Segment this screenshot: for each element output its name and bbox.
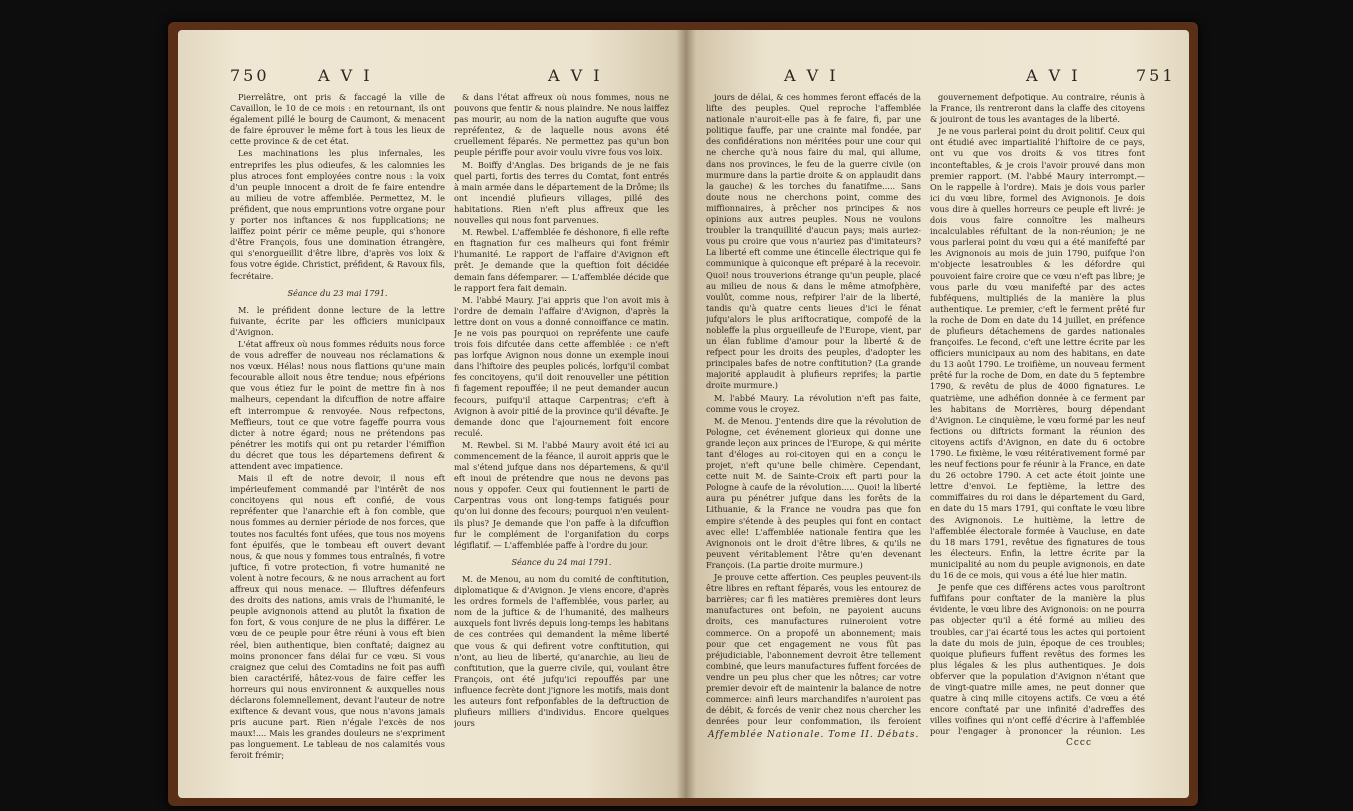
right-column-2 bbox=[930, 92, 1145, 738]
page-footer: Affemblée Nationale. Tome II. Débats. bbox=[708, 730, 920, 740]
book bbox=[168, 22, 1198, 806]
left-column-2 bbox=[454, 92, 669, 792]
paragraph: M. Rewbel. L'affemblée fe déshonore, fi elle refte en ftagnation fur ces malheurs qui font frémir l'humanité. Le rapport de l'affaire d'Avignon eft prêt. Je demande que la queftion foit décidée demain fans défemparer. — L'affemblée décide que le rapport fera fait demain. bbox=[454, 227, 669, 293]
paragraph: Séance du 23 mai 1791. bbox=[287, 287, 388, 298]
paragraph: M. le préfident donne lecture de la lettre fuivante, écrite par les officiers municipaux d'Avignon. bbox=[230, 304, 445, 337]
paragraph: Je penfe que ces différens actes vous paroîtront fuffifans pour conftater de la manière la plus évidente, le vœu libre des Avignonois: on ne pourra pas objecter qu'il a été formé au milieu des troubles, car j'ai écarté tous les actes qui portoient la date du mois de juin, époque de ces troubles; quoique plufieurs fuffent revêtus des formes les plus légales & les plus authentiques. Je dois obferver que la population d'Avignon n'étant que de vingt-quatre mille ames, ne peut donner que quatre à cinq mille citoyens actifs. Ce vœu a été encore conftaté par une infinité d'adreffes des villes voifines qui n'ont ceffé d'écrire à l'affemblée pour l'engager à prononcer la réunion. Les bbox=[930, 582, 1145, 737]
running-head-left-a: A V I bbox=[318, 66, 373, 85]
right-page bbox=[686, 30, 1189, 798]
running-head-right-a: A V I bbox=[784, 66, 839, 85]
left-column-1 bbox=[230, 92, 445, 792]
signature-mark: Cccc bbox=[1066, 738, 1093, 748]
paragraph: Les machinations les plus infernales, les entreprifes les plus odieufes, & les calomnies les plus atroces font employées contre nous : la voix d'un peuple innocent a droit de fe faire entendre au milieu de votre affemblée. Permettez, M. le préfident, que nous empruntions votre organe pour y porter nos inftances & nos fupplications; ne laiffez point périr ce même peuple, qui s'honore d'être François, fous une domination étrangère, qui s'enorgueillit d'être libre, d'après vos loix & fous votre égide. Christict, préfident, & Ravoux fils, fecrétaire. bbox=[230, 148, 445, 281]
paragraph: Pierrelâtre, ont pris & faccagé la ville de Cavaillon, le 10 de ce mois : en retournant, ils ont également pillé le bourg de Caumont, & menacent de faire éprouver le même fort à tous les lieux de cette province & de cet état. bbox=[230, 92, 445, 147]
paragraph: M. de Menou, au nom du comité de conftitution, diplomatique & d'Avignon. Je viens encore, d'après les ordres formels de l'affemblée, vous parler, au nom de la juftice & de l'humanité, des malheurs auxquels font livrés depuis long-temps les habitans de ces contrées qui demandent la même liberté que vous & qui defirent votre conftitution, qui n'ont, au lieu de liberté, qu'anarchie, au lieu de conftitution, que la guerre civile, qui, voulant être François, ont été jufqu'ici repouffés par une influence fecrète dont j'ignore les motifs, mais dont les auteurs font refponfables de la deftruction de plufieurs milliers d'individus. Encore quelques jours bbox=[454, 573, 669, 729]
page-number-right: 751 bbox=[1136, 66, 1176, 85]
right-column-1 bbox=[706, 92, 921, 728]
paragraph: M. l'abbé Maury. J'ai appris que l'on avoit mis à l'ordre de demain l'affaire d'Avignon, d'après la lettre dont on vous a donné connoiffance ce matin. Je ne vois pas pourquoi on repréfente une caufe trois fois difcutée dans cette affemblée : ce n'eft pas lorfque Avignon nous donne un exemple inoui dans l'hiftoire des peuples policés, lorfqu'il combat fes concitoyens, qu'il doit renouveller une pétition fi fagement repouffée; il ne peut demander aucun fecours, puifqu'il attaque Carpentras; c'eft à Avignon à avoir pitié de la province qu'il dévafte. Je demande donc que l'ajournement foit encore reculé. bbox=[454, 294, 669, 438]
running-head-right-b: A V I bbox=[1026, 66, 1081, 85]
paragraph: L'état affreux où nous fommes réduits nous force de vous adreffer de nouveau nos réclamations & nos vœux. Hélas! nous nous flattions qu'une main fecourable alloit nous être tendue; nous efpérions que vous étiez fur le point de mettre fin à nos malheurs, cependant la difcuffion de notre affaire eft interrompue & renvoyée. Nous refpectons, Meffieurs, tout ce que votre fageffe pourra vous dicter à notre égard; nous ne prétendons pas pénétrer les motifs qui ont pu retarder l'émiffion du décret que tous les départemens defirent & attendent avec impatience. bbox=[230, 338, 445, 471]
paragraph: Mais il eft de notre devoir, il nous eft impérieufement commandé par l'intérêt de nos concitoyens qui nous eft confié, de vous repréfenter que l'anarchie eft à fon comble, que nous fommes au dernier période de nos forces, que toutes nos facultés font ufées, que tous nos moyens font épuifés, que le tombeau eft ouvert devant nous, & que nous y fommes tous entraînés, fi votre juftice, fi votre protection, fi votre humanité ne volent à notre fecours, & ne nous arrachent au fort affreux qui nous menace. — Illuftres défenfeurs des droits des nations, amis vrais de l'humanité, le peuple avignonois attend au plutôt la fixation de fon fort, & vous conjure de ne plus la différer. Le vœu de ce peuple pour être réuni à vous eft bien réel, bien authentique, bien conftaté; daignez au moins prononcer fans délai fur ce vœu. Si vous craignez que celui des Comtadins ne foit pas auffi bien caractérifé, hâtez-vous de faire ceffer les horreurs qui nous environnent & auxquelles nous déclarons folemnellement, devant l'auteur de notre exiftence & devant vous, que nous n'avons jamais pris aucune part. Rien n'égale l'excès de nos maux!.... Mais les grandes douleurs ne s'expriment pas longuement. Le tableau de nos calamités vous feroit frémir; bbox=[230, 473, 445, 761]
paragraph: M. Rewbel. Si M. l'abbé Maury avoit été ici au commencement de la féance, il auroit appris que le mal s'étend jufque dans nos départemens, & qu'il eft inoui de prétendre que nous ne devons pas nous y oppofer. Ceux qui foutiennent le parti de Carpentras vous ont long-temps fatigués pour qu'on lui donne des fecours; pourquoi n'en veulent-ils plus? Je demande que l'on paffe à la difcuffion fur le complément de l'organifation du corps légiflatif. — L'affemblée paffe à l'ordre du jour. bbox=[454, 439, 669, 550]
paragraph: & dans l'état affreux où nous fommes, nous ne pouvons que fentir & nous plaindre. Ne nous laiffez pas mourir, au nom de la nation augufte que vous repréfentez, & de laquelle nous avons été cruellement féparés. Ne permettez pas qu'un bon peuple périffe pour avoir voulu vivre fous vos loix. bbox=[454, 92, 669, 158]
page-number-left: 750 bbox=[230, 66, 270, 85]
paragraph: Je prouve cette affertion. Ces peuples peuvent-ils être libres en reftant féparés, vous les entourez de barrières; car fi les matières premières dont leurs manufactures ont befoin, ne payoient aucuns droits, ces manufactures ruineroient votre commerce. On a propofé un abonnement; mais pour que cet engagement ne vous fût pas préjudiciable, l'abonnement devroit être tellement combiné, que leurs manufactures fuffent forcées de vendre un peu plus cher que les nôtres; car votre premier devoir eft de maintenir la balance de notre commerce: ainfi leurs marchandifes n'auroient pas de débit, & forcés de venir chez nous chercher les denrées pour leur confommation, ils feroient bbox=[706, 572, 921, 727]
left-page bbox=[178, 30, 686, 798]
running-head-left-b: A V I bbox=[548, 66, 603, 85]
paragraph: M. de Menou. J'entends dire que la révolution de Pologne, cet événement glorieux qui donne une grande leçon aux princes de l'Europe, & qui mérite tant d'éloges au roi-citoyen qui en a conçu le projet, n'eft qu'une belle chimère. Cependant, cette nuit M. de Sainte-Croix eft parti pour la Pologne à caufe de la révolution..... Quoi! la liberté aura pu pénétrer jufque dans les forêts de la Lithuanie, & la France ne voudra pas que fon empire s'étende à des peuples qui font en contact avec elle! L'affemblée nationale fentira que les Avignonois ont le droit d'être libres, & qu'ils ne peuvent véritablement l'être qu'en devenant François. (La partie droite murmure.) bbox=[706, 415, 921, 570]
paragraph: Je ne vous parlerai point du droit politif. Ceux qui ont étudié avec impartialité l'hiftoire de ce pays, ont vu que vos droits & vos titres font inconteftables, & je crois l'avoir prouvé dans mon premier rapport. (M. l'abbé Maury interrompt.— On le rappelle à l'ordre). Mais je dois vous parler ici du vœu libre, formel des Avignonois. Je dois vous dire à quelles horreurs ce peuple eft livré: je dois vous faire connoître les malheurs incalculables réfultant de la non-réunion; je ne vous parlerai point du vœu qui a été manifefté par les Avignonois au mois de juin 1790, puifque l'on m'objecte lesatroubles & les défordre qui pouvoient faire croire que ce vœu n'eft pas libre; je vous parle du vœu manifefté par des actes fubféquens, multipliés de la manière la plus authentique. Le premier, c'eft le ferment prêté fur la roche de Dom en date du 14 juillet, en préfence de plufieurs détachemens de gardes nationales françoifes. Le fecond, c'eft une lettre écrite par les officiers municipaux au nom des habitans, en date du 13 août 1790. Le troifième, un nouveau ferment prêté fur la roche de Dom, en date du 5 feptembre 1790, & revêtu de plus de 4000 fignatures. Le quatrième, une adhéfion donnée à ce ferment par les habitans de Morrières, bourg dépendant d'Avignon. Le cinquième, le vœu formé par les neuf fections ou diftricts formant la réunion des citoyens actifs d'Avignon, en date du 6 octobre 1790. Le fixième, le vœu réitérativement formé par les neuf fections pour fe réunir à la France, en date du 26 octobre 1790. A cet acte étoit jointe une lettre d'envoi. Le feptième, la lettre des commiffaires du roi dans le département du Gard, en date du 15 mars 1791, qui conftate le vœu libre des Avignonois. Le huitième, la lettre de l'affemblée électorale formée à Vaucluse, en date du 18 mars 1791, revêtue des fignatures de tous les électeurs. Enfin, la lettre écrite par la municipalité au nom du peuple avignonois, en date du 16 de ce mois, qui vous a été lue hier matin. bbox=[930, 126, 1145, 581]
book-gutter bbox=[676, 30, 696, 798]
paragraph: M. l'abbé Maury. La révolution n'eft pas faite, comme vous le croyez. bbox=[706, 392, 921, 414]
paragraph: M. Boiffy d'Anglas. Des brigands de je ne fais quel parti, fortis des terres du Comtat, font entrés à main armée dans le département de la Drôme; ils ont incendié plufieurs villages, pillé des habitations. Rien n'eft plus affreux que les nouvelles qui nous font parvenues. bbox=[454, 159, 669, 226]
paragraph: Séance du 24 mai 1791. bbox=[511, 556, 612, 567]
paragraph: gouvernement defpotique. Au contraire, réunis à la France, ils rentreront dans la claffe des citoyens & jouiront de tous les avantages de la liberté. bbox=[930, 92, 1145, 125]
paragraph: jours de délai, & ces hommes feront effacés de la lifte des peuples. Quel reproche l'affemblée nationale n'auroit-elle pas à fe faire, fi, par une politique fauffe, par une crainte mal fondée, par des confidérations non méritées pour une cour qui ne cherche qu'à nous faire du mal, qui allume, dans nos provinces, le feu de la guerre civile (on murmure dans la partie droite & on applaudit dans la gauche) & les torches du fanatifme..... Sans doute nous ne cherchons point, comme des miffionnaires, à prêcher nos principes & nos opinions aux autres peuples. Nous ne voulons troubler la tranquillité d'aucun pays; mais auriez-vous pu croire que vous n'auriez pas d'imitateurs? La liberté eft comme une étincelle électrique qui fe communique à quiconque eft préparé à la recevoir. Quoi! nous trouverions étrange qu'un peuple, placé au milieu de nous & dans le même atmofphère, voulût, comme nous, refpirer l'air de la liberté, tandis qu'à quatre cents lieues d'ici le fénat jufqu'alors le plus ariftocratique, compofé de la nobleffe la plus orgueilleufe de l'Europe, vient, par un élan fublime d'amour pour la liberté & de refpect pour les droits des peuples, d'adopter les principales bafes de notre conftitution? (La grande majorité applaudit à plufieurs reprifes; la partie droite murmure.) bbox=[706, 92, 921, 391]
